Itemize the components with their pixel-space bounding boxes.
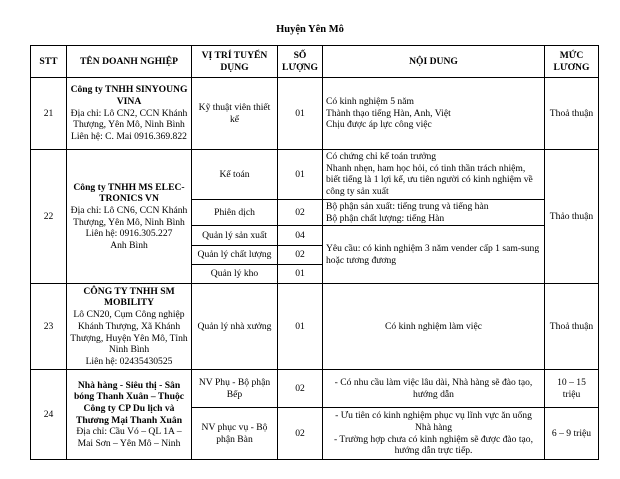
salary-cell: 6 – 9 triệu [545,408,599,460]
position-cell: Quản lý sản xuất [192,226,278,246]
header-stt: STT [31,46,67,78]
quantity-cell: 01 [278,150,323,200]
content-cell [323,226,545,284]
header-position: VỊ TRÍ TUYỂN DỤNG [192,46,278,78]
company-contact: Liên hệ: 0916.305.227 [85,228,173,240]
table-row [31,370,599,408]
content-line: Yêu cầu: có kinh nghiệm 3 năm vender cấp 1 sam-sung hoặc tương đương [326,243,540,266]
company-name: Công ty TNHH MS ELEC-TRONICS VN [73,181,185,205]
company-cell [67,150,192,284]
position-cell: Quản lý kho [192,265,278,284]
quantity-cell: 02 [278,408,323,460]
quantity-cell: 02 [278,370,323,408]
header-quantity: SỐ LƯỢNG [278,46,323,78]
header-row [31,46,599,78]
content-line: Thành thạo tiếng Hàn, Anh, Việt [326,107,451,119]
stt-cell: 23 [31,284,67,370]
company-name: Công ty TNHH SINYOUNG VINA [70,84,188,107]
content-line: Bộ phận chất lượng: tiếng Hàn [326,212,445,224]
company-cell [67,284,192,370]
position-cell: NV phục vụ - Bộ phận Bàn [192,408,278,460]
position-cell: NV Phụ - Bộ phận Bếp [192,370,278,408]
quantity-cell: 04 [278,226,323,246]
header-content: NỘI DUNG [323,46,545,78]
content-cell [323,408,545,460]
salary-cell: 10 – 15 triệu [545,370,599,408]
content-cell [323,284,545,370]
quantity-cell: 02 [278,246,323,265]
company-contact-person: Anh Bình [110,240,148,252]
quantity-cell: 01 [278,265,323,284]
company-address: Địa chỉ: Cầu Vó – QL 1A – Mai Sơn – Yên Mô – Ninh [76,426,182,450]
position-cell: Kỹ thuật viên thiết kế [192,78,278,150]
stt-cell: 24 [31,370,67,460]
content-cell [323,199,545,225]
company-cell [67,370,192,460]
company-address: Địa chỉ: Lô CN2, CCN Khánh Thượng, Yên Mô, Ninh Bình [70,107,188,131]
content-line: Có kinh nghiệm 5 năm [326,95,414,107]
company-address: Lô CN20, Cụm Công nghiệp Khánh Thượng, Xã Khánh Thượng, Huyện Yên Mô, Tỉnh Ninh Bình [70,309,188,356]
quantity-cell: 02 [278,199,323,225]
quantity-cell: 01 [278,78,323,150]
company-address: Địa chỉ: Lô CN6, CCN Khánh Thượng, Yên Mô, Ninh Bình [70,204,188,228]
salary-cell: Thoả thuận [545,284,599,370]
job-listings-table [30,45,599,460]
company-contact: Liên hệ: 02435430525 [85,355,173,367]
content-line: - Ưu tiên có kinh nghiệm phục vụ lĩnh vực ăn uống Nhà hàng [335,410,532,434]
content-line: - Có nhu cầu làm việc lâu dài, Nhà hàng sẽ đào tạo, hướng dẫn [334,377,533,400]
quantity-cell: 01 [278,284,323,370]
stt-cell: 22 [31,150,67,284]
table-row [31,78,599,150]
company-name: Nhà hàng - Siêu thị - Sân bóng Thanh Xuân – Thuộc Công ty CP Du lịch và Thương Mại Thanh Xuân [73,379,185,426]
company-cell [67,78,192,150]
position-cell: Quản lý chất lượng [192,246,278,265]
content-line: Chịu được áp lực công việc [326,119,432,131]
company-contact: Liên hệ: C. Mai 0916.369.822 [71,131,187,143]
company-name: CÔNG TY TNHH SM MOBILITY [83,285,175,309]
content-line: Bộ phận sản xuất: tiếng trung và tiếng hàn [326,200,489,212]
salary-cell: Thảo thuận [545,150,599,284]
content-line: - Trường hợp chưa có kinh nghiệm sẽ được đào tạo, hướng dẫn trực tiếp. [334,433,533,457]
position-cell: Quản lý nhà xưởng [192,284,278,370]
content-line: Nhanh nhẹn, ham học hỏi, có tinh thần trách nhiệm, biết tiếng là 1 lợi kế, ưu tiên người có kinh nghiệm về công ty sản xuất [326,162,533,198]
content-cell [323,150,545,200]
content-line: Có chứng chỉ kế toán trưởng [326,151,437,162]
page-title: Huyện Yên Mô [276,24,344,35]
salary-cell: Thoả thuận [545,78,599,150]
table-row [31,150,599,200]
stt-cell: 21 [31,78,67,150]
header-salary: MỨC LƯƠNG [545,46,599,78]
position-cell: Phiên dịch [192,199,278,225]
content-line: Có kinh nghiệm làm việc [385,320,482,332]
table-row [31,284,599,370]
content-cell [323,78,545,150]
position-cell: Kế toán [192,150,278,200]
header-company: TÊN DOANH NGHIỆP [67,46,192,78]
content-cell [323,370,545,408]
